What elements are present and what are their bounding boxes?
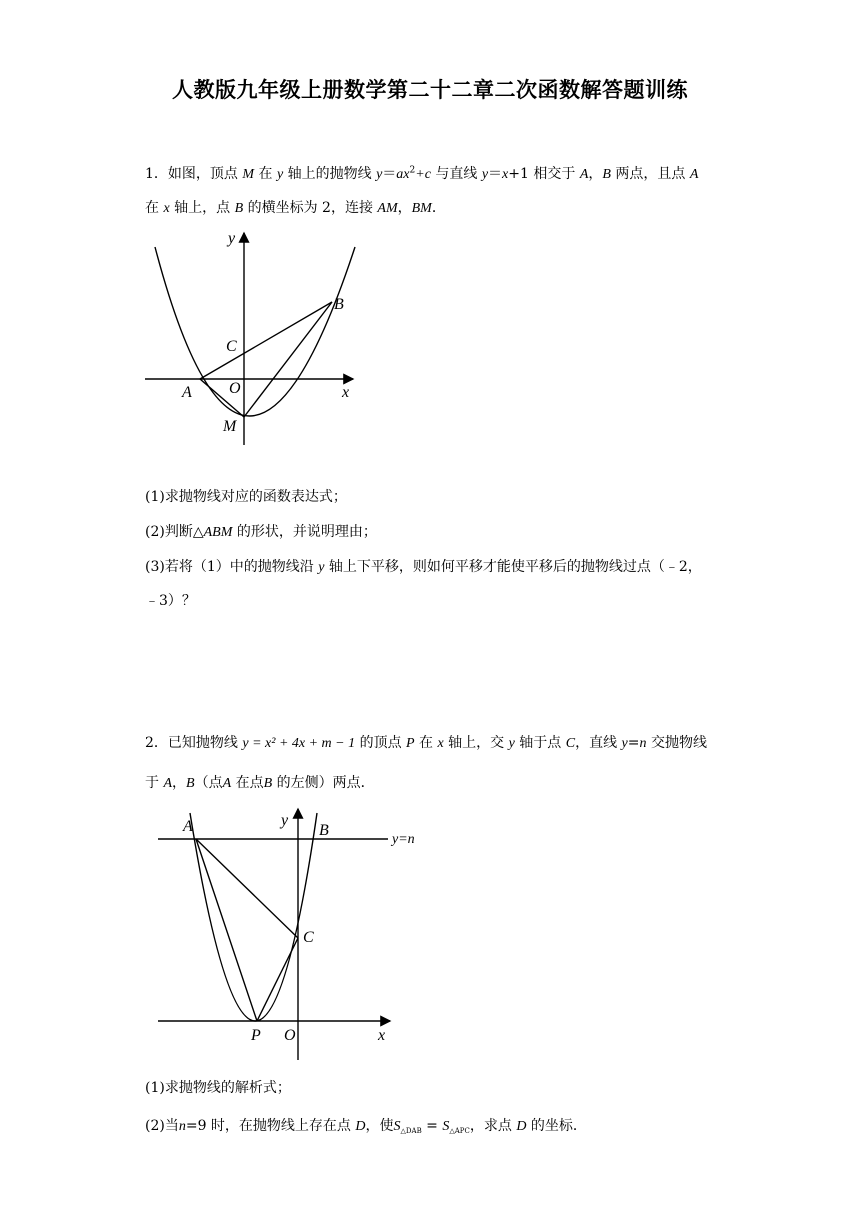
q2-sub-2: (2)当n=9 时，在抛物线上存在点 D，使$S_{\triangle DAB} = S_{\triangle APC}$，求点 D 的坐标． xyxy=(145,1118,587,1135)
q1-label-y: y xyxy=(228,230,236,247)
q1-line-2: 在 x 轴上，点 B 的横坐标为 2，连接 AM，BM． xyxy=(145,200,446,216)
q2-label-A: A xyxy=(183,818,193,835)
q1-line-1: 1．如图，顶点 M 在 y 轴上的抛物线 $y=ax^2+c$ 与直线 y＝x+1 相交于 A，B 两点，且点 A xyxy=(145,165,699,182)
q1-label-A: A xyxy=(182,384,192,401)
q1-label-B: B xyxy=(334,296,344,313)
q2-label-P: P xyxy=(251,1027,261,1044)
q1-sub-2: (2)判断△ABM 的形状，并说明理由； xyxy=(145,524,377,540)
q2-line-2: 于 A，B（点A 在点B 的左侧）两点． xyxy=(145,775,375,791)
q2-label-yn: y=n xyxy=(392,832,415,847)
q1-label-C: C xyxy=(226,338,237,355)
q1-line-BM xyxy=(244,302,332,417)
q2-label-O: O xyxy=(284,1027,296,1044)
q1-figure xyxy=(140,225,370,450)
q1-label-O: O xyxy=(229,380,241,397)
q1-sub-3-cont: ﹣3）？ xyxy=(145,593,196,609)
q2-line-1: 2．已知抛物线 y = x² + 4x + m − 1 的顶点 P 在 x 轴上，交 y 轴于点 C，直线 y=n 交抛物线 xyxy=(145,735,707,751)
page-title: 人教版九年级上册数学第二十二章二次函数解答题训练 xyxy=(172,78,688,102)
q2-formula: y = x² + 4x + m − 1 xyxy=(242,736,356,751)
q2-figure xyxy=(150,805,430,1065)
q1-label-x: x xyxy=(342,384,350,401)
q2-line-PC xyxy=(257,938,298,1021)
q1-line-AB xyxy=(200,302,332,379)
q2-sub-1: (1)求抛物线的解析式； xyxy=(145,1080,291,1096)
q2-label-y: y xyxy=(281,812,289,829)
q1-label-M: M xyxy=(223,418,237,435)
q2-label-C: C xyxy=(303,929,314,946)
q2-line-AP xyxy=(196,839,257,1021)
q1-sub-3: (3)若将（1）中的抛物线沿 y 轴上下平移，则如何平移才能使平移后的抛物线过点（﹣2， xyxy=(145,559,702,575)
q2-label-x: x xyxy=(378,1027,386,1044)
q1-sub-1: (1)求抛物线对应的函数表达式； xyxy=(145,489,347,505)
q2-label-B: B xyxy=(319,822,329,839)
